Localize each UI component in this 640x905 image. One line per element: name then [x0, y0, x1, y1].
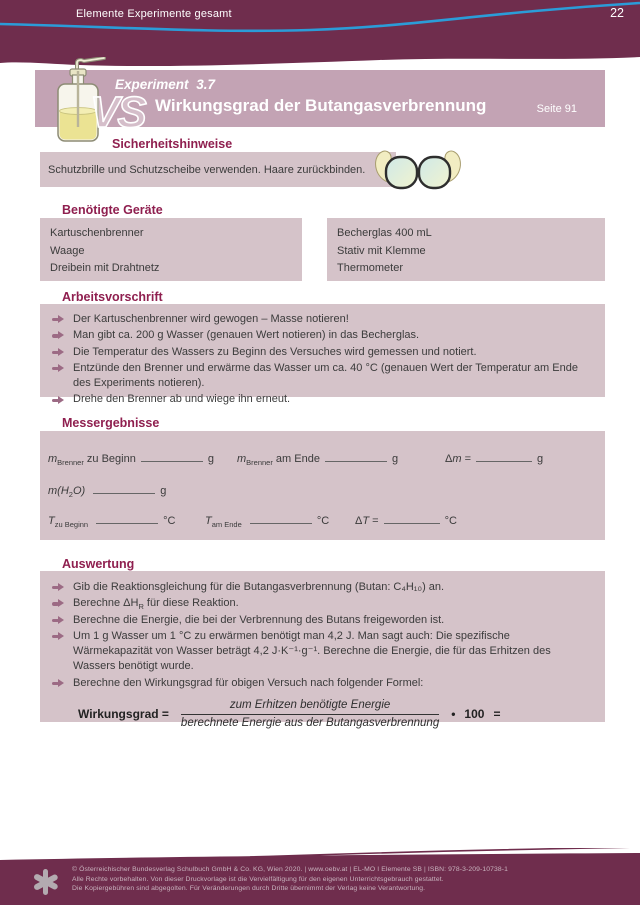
fill-in-blank: [476, 451, 532, 462]
arrow-bullet-icon: [52, 364, 65, 373]
booklet-title: Elemente Experimente gesamt: [76, 8, 232, 20]
imprint-line: Die Kopiergebühren sind abgegolten. Für Veränderungen durch Dritte übernimmt der Verlag keine Verantwortung.: [72, 885, 426, 893]
procedure-step: Drehe den Brenner ab und wiege ihn erneut.: [52, 392, 591, 407]
fill-in-blank: [384, 513, 440, 524]
procedure-box: [40, 304, 605, 406]
equipment-box-right: [327, 218, 605, 281]
experiment-number: Experiment 3.7: [115, 77, 216, 92]
measurement-mass-begin: $m_{Brenner}$ zu Beginn g: [48, 453, 214, 468]
arrow-bullet-icon: [52, 396, 65, 405]
equipment-item: Dreibein mit Drahtnetz: [50, 262, 160, 274]
procedure-step: Entzünde den Brenner und erwärme das Wasser um ca. 40 °C (genauen Wert der Temperatur am Ende des Experiments notieren).: [52, 361, 591, 392]
arrow-bullet-icon: [52, 599, 65, 608]
fill-in-blank: [93, 483, 155, 494]
experiment-title: Wirkungsgrad der Butangasverbrennung: [155, 96, 487, 115]
evaluation-heading: Auswertung: [62, 557, 135, 571]
formula-lhs: Wirkungsgrad =: [78, 707, 169, 722]
arrow-bullet-icon: [52, 679, 65, 688]
imprint-text: [72, 865, 508, 894]
evaluation-task: Berechne den Wirkungsgrad für obigen Versuch nach folgender Formel:: [52, 676, 591, 691]
procedure-step: Die Temperatur des Wassers zu Beginn des Versuches wird gemessen und notiert.: [52, 345, 591, 360]
equipment-box-left: [40, 218, 302, 281]
arrow-bullet-icon: [52, 616, 65, 625]
experiment-page-reference: Seite 91: [536, 103, 577, 115]
formula-multiplier: • 100 =: [451, 707, 501, 722]
procedure-step: Man gibt ca. 200 g Wasser (genauen Wert notieren) in das Becherglas.: [52, 328, 591, 343]
procedure-step: Der Kartuschenbrenner wird gewogen – Masse notieren!: [52, 312, 591, 327]
safety-heading: Sicherheitshinweise: [112, 137, 233, 151]
evaluation-task: Um 1 g Wasser um 1 °C zu erwärmen benötigt man 4,2 J. Man sagt auch: Die spezifische Wärmekapazität von Wasser beträgt 4,2 J·K⁻¹·g⁻¹. Berechne die Energie, die für das Erhitzen des Wassers benötigt wurde.: [52, 629, 591, 675]
evaluation-box: [40, 571, 605, 730]
fill-in-blank: [96, 513, 158, 524]
evaluation-task: Berechne die Energie, die bei der Verbrennung des Butans freigeworden ist.: [52, 613, 591, 628]
equipment-heading: Benötigte Geräte: [62, 203, 163, 217]
page-footer: [0, 848, 640, 905]
imprint-line: Alle Rechte vorbehalten. Von dieser Druckvorlage ist die Vervielfältigung für den eigenen Unterrichtsgebrauch gestattet.: [72, 875, 444, 883]
measurement-temp-end: $T_{am Ende}$ °C: [205, 515, 330, 530]
arrow-bullet-icon: [52, 348, 65, 357]
formula-denominator: berechnete Energie aus der Butangasverbrennung: [180, 717, 440, 730]
imprint-line: © Österreichischer Bundesverlag Schulbuch GmbH & Co. KG, Wien 2020. | www.oebv.at | EL-MO I Elemente SB | ISBN: 978-3-209-10738-1: [72, 866, 508, 873]
formula-fraction: [181, 699, 439, 729]
publisher-puzzle-icon: [32, 868, 58, 896]
equipment-item: Thermometer: [337, 262, 404, 274]
measurements-box: [40, 431, 605, 540]
vs-watermark: VS: [90, 88, 145, 137]
equipment-item: Stativ mit Klemme: [337, 244, 426, 257]
measurement-mass-end: $m_{Brenner}$ am Ende g: [237, 453, 399, 468]
measurement-temp-begin: $T_{zu Beginn}$ °C: [48, 515, 176, 530]
procedure-heading: Arbeitsvorschrift: [62, 290, 163, 304]
measurement-water-mass: $m(H_2O)$ g: [48, 485, 167, 500]
arrow-bullet-icon: [52, 632, 65, 641]
formula-numerator: zum Erhitzen benötigte Energie: [181, 699, 439, 715]
equipment-item: Kartuschenbrenner: [50, 227, 144, 239]
arrow-bullet-icon: [52, 315, 65, 324]
measurement-delta-mass: Δm = g: [445, 453, 544, 465]
measurement-delta-temp: ΔT = °C: [355, 515, 457, 527]
arrow-bullet-icon: [52, 331, 65, 340]
equipment-item: Becherglas 400 mL: [337, 227, 432, 239]
evaluation-task: Berechne $\Delta H_R$ für diese Reaktion.: [52, 596, 591, 611]
safety-glasses-icon: [366, 144, 470, 200]
page-number: 22: [610, 6, 624, 20]
arrow-bullet-icon: [52, 583, 65, 592]
efficiency-formula: [52, 699, 591, 729]
fill-in-blank: [250, 513, 312, 524]
safety-instruction: Schutzbrille und Schutzscheibe verwenden. Haare zurückbinden.: [48, 163, 366, 176]
fill-in-blank: [325, 451, 387, 462]
fill-in-blank: [141, 451, 203, 462]
evaluation-task: Gib die Reaktionsgleichung für die Butangasverbrennung (Butan: C₄H₁₀) an.: [52, 580, 591, 595]
equipment-item: Waage: [50, 244, 85, 257]
safety-box: [40, 152, 396, 187]
measurements-heading: Messergebnisse: [62, 416, 160, 430]
